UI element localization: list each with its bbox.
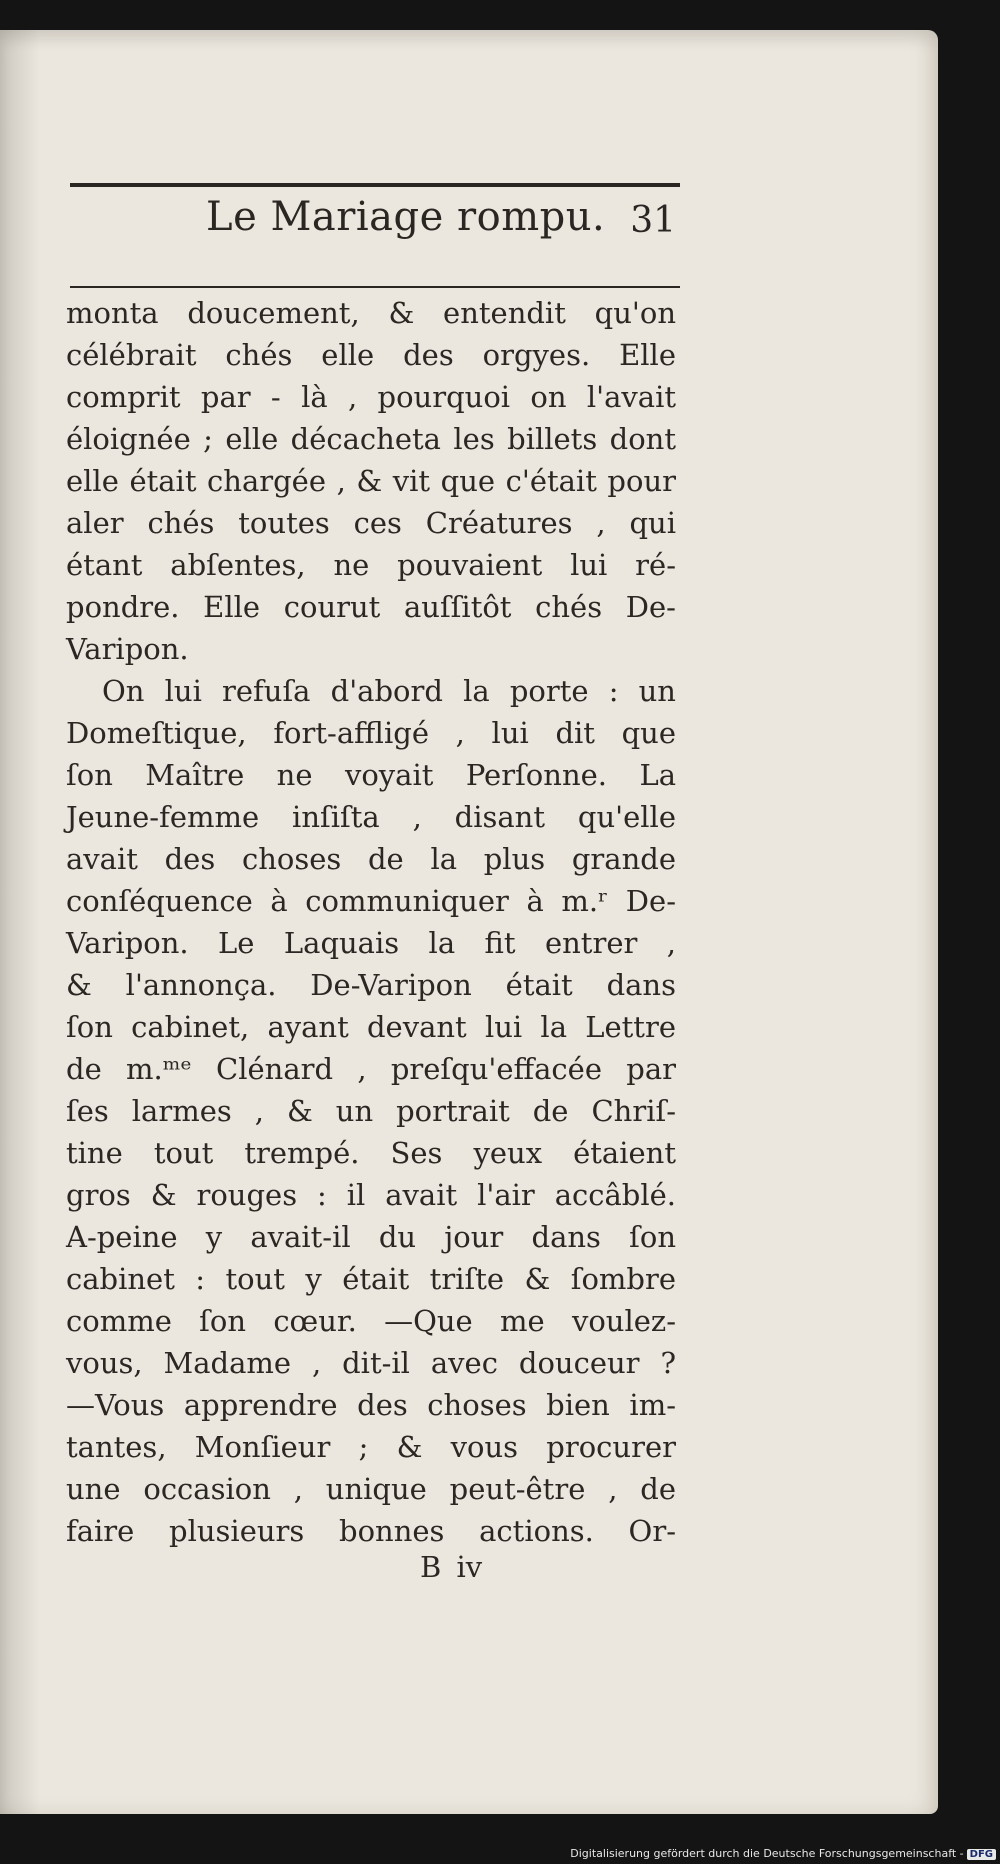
text-line: Varipon. Le Laquais la fit entrer , <box>66 926 676 960</box>
text-line: étant abſentes, ne pouvaient lui ré- <box>66 548 676 582</box>
digitization-credit <box>570 1847 996 1860</box>
text-line: tantes, Monſieur ; & vous procurer <box>66 1430 676 1464</box>
text-line: ſon Maître ne voyait Perſonne. La <box>66 758 676 792</box>
text-line: On lui refuſa d'abord la porte : un <box>102 674 676 708</box>
text-line: éloignée ; elle décacheta les billets dont <box>66 422 676 456</box>
running-title: Le Mariage rompu. <box>206 194 606 240</box>
text-line: avait des choses de la plus grande <box>66 842 676 876</box>
header-rule-bottom <box>70 286 680 288</box>
text-line: vous, Madame , dit-il avec douceur ? <box>66 1346 676 1380</box>
text-line: —Vous apprendre des choses bien im- <box>66 1388 676 1422</box>
book-page <box>0 30 938 1814</box>
credit-text: Digitalisierung gefördert durch die Deutsche Forschungsgemeinschaft - <box>570 1847 964 1860</box>
text-line: faire plusieurs bonnes actions. Or- <box>66 1514 676 1548</box>
dfg-logo: DFG <box>967 1849 996 1860</box>
page-number: 31 <box>630 200 676 241</box>
text-line: Domeſtique, fort-affligé , lui dit que <box>66 716 676 750</box>
text-line: de m.ᵐᵉ Clénard , preſqu'effacée par <box>66 1052 676 1086</box>
text-line: ſon cabinet, ayant devant lui la Lettre <box>66 1010 676 1044</box>
text-line: A-peine y avait-il du jour dans ſon <box>66 1220 676 1254</box>
signature-mark: B iv <box>420 1550 483 1584</box>
text-line: pondre. Elle courut auſſitôt chés De- <box>66 590 676 624</box>
text-line: ſes larmes , & un portrait de Chriſ- <box>66 1094 676 1128</box>
text-line: comme ſon cœur. —Que me voulez- <box>66 1304 676 1338</box>
text-line: une occasion , unique peut-être , de <box>66 1472 676 1506</box>
text-line: cabinet : tout y était triſte & ſombre <box>66 1262 676 1296</box>
text-line: & l'annonça. De-Varipon était dans <box>66 968 676 1002</box>
text-line: Jeune-femme inſiſta , disant qu'elle <box>66 800 676 834</box>
text-line: monta doucement, & entendit qu'on <box>66 296 676 330</box>
text-line: comprit par - là , pourquoi on l'avait <box>66 380 676 414</box>
header-rule-top <box>70 183 680 187</box>
body-text <box>66 292 676 1552</box>
gutter-shadow <box>0 30 40 1814</box>
text-line: Varipon. <box>66 632 189 666</box>
text-line: célébrait chés elle des orgyes. Elle <box>66 338 676 372</box>
text-line: gros & rouges : il avait l'air accâblé. <box>66 1178 676 1212</box>
text-line: conſéquence à communiquer à m.ʳ De- <box>66 884 676 918</box>
running-header <box>70 190 680 276</box>
text-line: aler chés toutes ces Créatures , qui <box>66 506 676 540</box>
text-line: elle était chargée , & vit que c'était pour <box>66 464 676 498</box>
text-line: tine tout trempé. Ses yeux étaient <box>66 1136 676 1170</box>
